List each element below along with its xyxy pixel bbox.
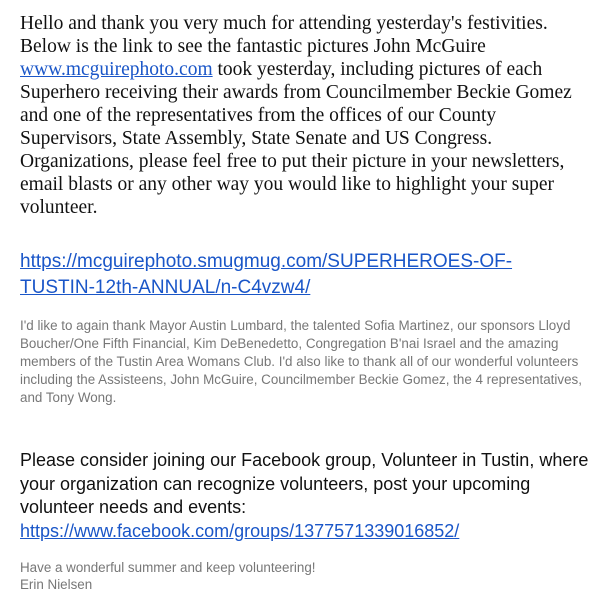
facebook-group-link[interactable]: https://www.facebook.com/groups/1377571339016852/ [20, 520, 460, 541]
intro-text-part1: Hello and thank you very much for attending yesterday's festivities. Below is the link to see the fantastic pictures John McGuire [20, 13, 548, 57]
gallery-link-line1: https://mcguirephoto.smugmug.com/SUPERHEROES-OF- [20, 251, 513, 272]
signature: Erin Nielsen [20, 577, 93, 592]
facebook-invite-text: Please consider joining our Facebook group, Volunteer in Tustin, where your organization can recognize volunteers, post your upcoming volunteer needs and events: [20, 450, 589, 517]
gallery-link-line2: TUSTIN-12th-ANNUAL/n-C4vzw4/ [20, 277, 311, 298]
gallery-link-paragraph [20, 249, 595, 301]
intro-text-part2: took yesterday, including pictures of each Superhero receiving their awards from Councilmember Beckie Gomez and one of the representatives from the offices of our County Supervisors, State Assembly, State Senate and US Congress. Organizations, please feel free to put their picture in your newsletters, email blasts or any other way you would like to highlight your super volunteer. [20, 59, 572, 218]
facebook-paragraph [20, 449, 600, 543]
closing-line: Have a wonderful summer and keep volunteering! [20, 560, 316, 575]
intro-paragraph [20, 12, 595, 219]
email-body [20, 12, 595, 592]
closing-paragraph [20, 559, 595, 593]
photographer-website-link[interactable]: www.mcguirephoto.com [20, 59, 213, 80]
gallery-link[interactable] [20, 251, 512, 298]
thanks-paragraph: I'd like to again thank Mayor Austin Lumbard, the talented Sofia Martinez, our sponsors Lloyd Boucher/One Fifth Financial, Kim DeBenedetto, Congregation B'nai Israel and the amazing members of the Tustin Area Womans Club. I'd also like to thank all of our wonderful volunteers including the Assisteens, John McGuire, Councilmember Beckie Gomez, the 4 representatives, and Tony Wong. [20, 318, 582, 405]
